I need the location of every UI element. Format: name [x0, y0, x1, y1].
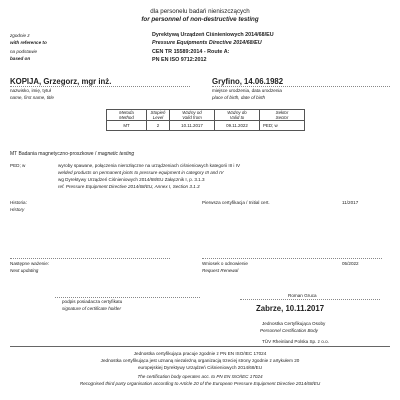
body-pl: Jednostka Certyfikująca Osoby: [262, 321, 326, 326]
method-title: MT Badania magnetyczno-proszkowe / magnetic testing: [10, 151, 135, 157]
next-label-en: Next updating: [10, 268, 39, 273]
footer-line-4: The certification body operates acc. to PN EN ISO/IEC 17024: [137, 374, 263, 379]
name-underline: [10, 86, 190, 87]
based-value-1: CEN TR 15589:2014 - Route A:: [152, 49, 230, 55]
cell-method: MT: [107, 121, 147, 131]
header-method: Metoda Method: [107, 110, 147, 121]
footer-line-5: Recognised third party organisation according to Article 20 of the European Pressure Equipment Directive 2014/68/EU: [79, 381, 321, 386]
footer-line-3: europejskiej Dyrektywy Urządzeń Ciśnieniowych 2014/68/EU: [137, 365, 263, 370]
history-label-en: History: [10, 207, 25, 212]
title-pl: dla personelu badań nieniszczących: [150, 8, 250, 15]
sector-code: PED; w: [10, 163, 26, 168]
footer-line-1: Jednostka certyfikująca pracuje zgodnie z PN EN ISO/IEC 17024: [133, 351, 267, 356]
holder-sig-en: signature of certificate holder: [62, 306, 121, 311]
cell-sector: PED; w: [260, 121, 305, 131]
desc-line-4: ref. Pressure Equipment Directive 2014/68/EU, Annex I, Section 3.1.3: [58, 184, 200, 189]
header-valid-to: Ważny do Valid to: [215, 110, 260, 121]
company-name: TÜV Rheinland Polska Sp. z o.o.: [262, 339, 329, 344]
request-value: 05/2022: [342, 261, 359, 266]
desc-line-1: wyroby spawane, połączenia nierozłączne na urządzeniach ciśnieniowych kategorii III i IV: [58, 163, 241, 168]
renewal-line: [202, 258, 382, 259]
body-en: Personnel Certification Body: [260, 328, 318, 333]
person-birth: Gryfino, 14.06.1982: [212, 77, 284, 86]
method-table: [106, 109, 305, 131]
request-label-en: Request Renewal: [202, 268, 239, 273]
header-level: Stopień Level: [147, 110, 170, 121]
signer-line: [240, 299, 380, 300]
based-label-pl: na podstawie: [10, 49, 38, 54]
based-value-2: PN EN ISO 9712:2012: [152, 57, 207, 63]
place-date: Zabrze, 10.11.2017: [256, 304, 325, 313]
name-label-pl: nazwisko, imię, tytuł: [10, 88, 51, 93]
based-label-en: based on: [10, 56, 31, 61]
next-label-pl: Następne ważenie:: [10, 261, 50, 266]
birth-label-pl: miejsce urodzenia, data urodzenia: [212, 88, 282, 93]
desc-line-3: wg Dyrektywy Urządzeń Ciśnieniowych 2014/68/EU Załącznik I, p. 3.1.3: [58, 177, 205, 182]
holder-sig-pl: podpis posiadacza certyfikatu: [62, 299, 123, 304]
first-cert-label: Pierwsza certyfikacja / Initial cert.: [202, 200, 270, 205]
next-update-line: [10, 258, 170, 259]
person-name: KOPIJA, Grzegorz, mgr inż.: [10, 77, 112, 86]
ref-value-pl: Dyrektywą Urządzeń Ciśnieniowych 2014/68/EU: [152, 32, 274, 38]
cell-valid-to: 09.11.2022: [215, 121, 260, 131]
ref-label-pl: zgodnie z: [10, 33, 30, 38]
header-valid-from: Ważny od Valid from: [170, 110, 215, 121]
signer-name: Roman Gruca: [288, 293, 317, 298]
title-en: for personnel of non-destructive testing: [141, 16, 259, 23]
birth-underline: [212, 86, 390, 87]
cell-valid-from: 10.11.2017: [170, 121, 215, 131]
desc-line-2: welded products on permanent joints to pressure equipment in category III and IV: [58, 170, 224, 175]
footer-divider: [10, 346, 390, 347]
request-label-pl: Wniosek o odnowienie: [202, 261, 248, 266]
holder-signature-line: [55, 297, 200, 298]
ref-value-en: Pressure Equipments Directive 2014/68/EU: [152, 40, 262, 46]
history-label-pl: Historia:: [10, 200, 27, 205]
name-label-en: name, first name, title: [10, 95, 54, 100]
header-sector: Sektor Sector: [260, 110, 305, 121]
cell-level: 2: [147, 121, 170, 131]
ref-label-en: with reference to: [10, 40, 47, 45]
footer-line-2: Jednostka certyfikująca jest uznaną niezależną organizacją trzeciej strony zgodnie z artykułem 20: [100, 358, 300, 363]
birth-label-en: place of birth, date of birth: [212, 95, 266, 100]
first-cert-value: 11/2017: [342, 200, 359, 205]
